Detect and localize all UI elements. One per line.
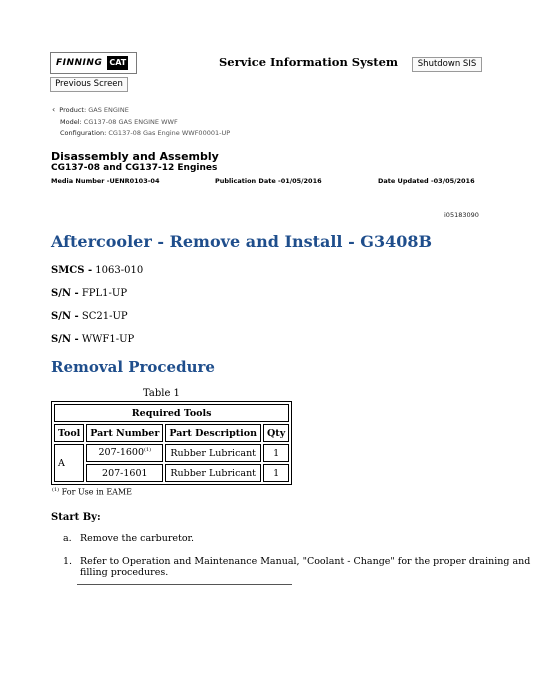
serial-label: S/N -	[51, 311, 79, 322]
serial-line	[51, 334, 134, 345]
illustration-id: i05183090	[444, 211, 479, 219]
model-line	[60, 118, 178, 126]
part-number-cell	[86, 444, 163, 462]
step-text-line: filling procedures.	[80, 567, 169, 578]
finning-cat-logo	[50, 52, 137, 74]
configuration-line	[60, 129, 230, 137]
previous-screen-button[interactable]: Previous Screen	[50, 77, 128, 92]
qty-cell: 1	[263, 464, 289, 482]
smcs-label: SMCS -	[51, 265, 93, 276]
column-header-part-description: Part Description	[165, 424, 261, 442]
section-heading: Disassembly and Assembly	[51, 150, 219, 163]
part-number-cell: 207-1601	[86, 464, 163, 482]
chevron-left-icon[interactable]: ‹	[52, 105, 56, 114]
date-updated: Date Updated -03/05/2016	[378, 177, 475, 185]
serial-line	[51, 288, 127, 299]
start-by-item	[63, 533, 194, 544]
configuration-label: Configuration:	[60, 129, 107, 137]
step-text-line: Refer to Operation and Maintenance Manual, "Coolant - Change" for the proper draining and	[80, 556, 531, 567]
table-row	[54, 464, 289, 482]
column-header-qty: Qty	[263, 424, 289, 442]
required-tools-table	[51, 401, 292, 485]
table-title: Required Tools	[54, 404, 289, 422]
page-header-title: Service Information System	[219, 55, 399, 69]
publication-date: Publication Date -01/05/2016	[215, 177, 322, 185]
divider	[77, 584, 292, 585]
footnote-marker: (1)	[144, 447, 152, 454]
column-header-tool: Tool	[54, 424, 84, 442]
table-caption: Table 1	[143, 388, 180, 399]
serial-value: FPL1-UP	[81, 288, 128, 299]
step-number: 1.	[63, 556, 73, 567]
part-description-cell: Rubber Lubricant	[165, 464, 261, 482]
smcs-line	[51, 265, 143, 276]
serial-line	[51, 311, 128, 322]
start-by-heading: Start By:	[51, 512, 101, 523]
serial-value: WWF1-UP	[81, 334, 135, 345]
product-line	[52, 105, 129, 114]
qty-cell: 1	[263, 444, 289, 462]
model-value: CG137-08 GAS ENGINE WWF	[83, 118, 178, 126]
removal-procedure-heading: Removal Procedure	[51, 358, 215, 376]
cat-logo-badge: CAT	[107, 56, 128, 70]
serial-label: S/N -	[51, 288, 79, 299]
step-text	[80, 556, 530, 578]
part-description-cell: Rubber Lubricant	[165, 444, 261, 462]
product-value: GAS ENGINE	[88, 106, 129, 114]
start-by-text: Remove the carburetor.	[80, 533, 195, 544]
footnote-text: For Use in EAME	[61, 487, 132, 497]
start-by-marker: a.	[63, 533, 72, 544]
tool-group-cell: A	[54, 444, 84, 482]
finning-logo-text: FINNING	[56, 58, 103, 68]
shutdown-sis-button[interactable]: Shutdown SIS	[412, 57, 482, 72]
engines-heading: CG137-08 and CG137-12 Engines	[51, 163, 218, 173]
product-label: Product:	[59, 106, 87, 114]
table-row	[54, 444, 289, 462]
configuration-value: CG137-08 Gas Engine WWF00001-UP	[108, 129, 231, 137]
procedure-step	[63, 556, 530, 578]
serial-label: S/N -	[51, 334, 79, 345]
serial-value: SC21-UP	[81, 311, 128, 322]
media-number: Media Number -UENR0103-04	[51, 177, 160, 185]
part-number-value: 207-1600	[98, 447, 145, 459]
smcs-value: 1063-010	[95, 265, 144, 276]
column-header-part-number: Part Number	[86, 424, 163, 442]
table-footnote	[52, 487, 132, 497]
footnote-marker: (1)	[52, 487, 60, 493]
model-label: Model:	[60, 118, 82, 126]
page-title: Aftercooler - Remove and Install - G3408B	[51, 232, 432, 251]
